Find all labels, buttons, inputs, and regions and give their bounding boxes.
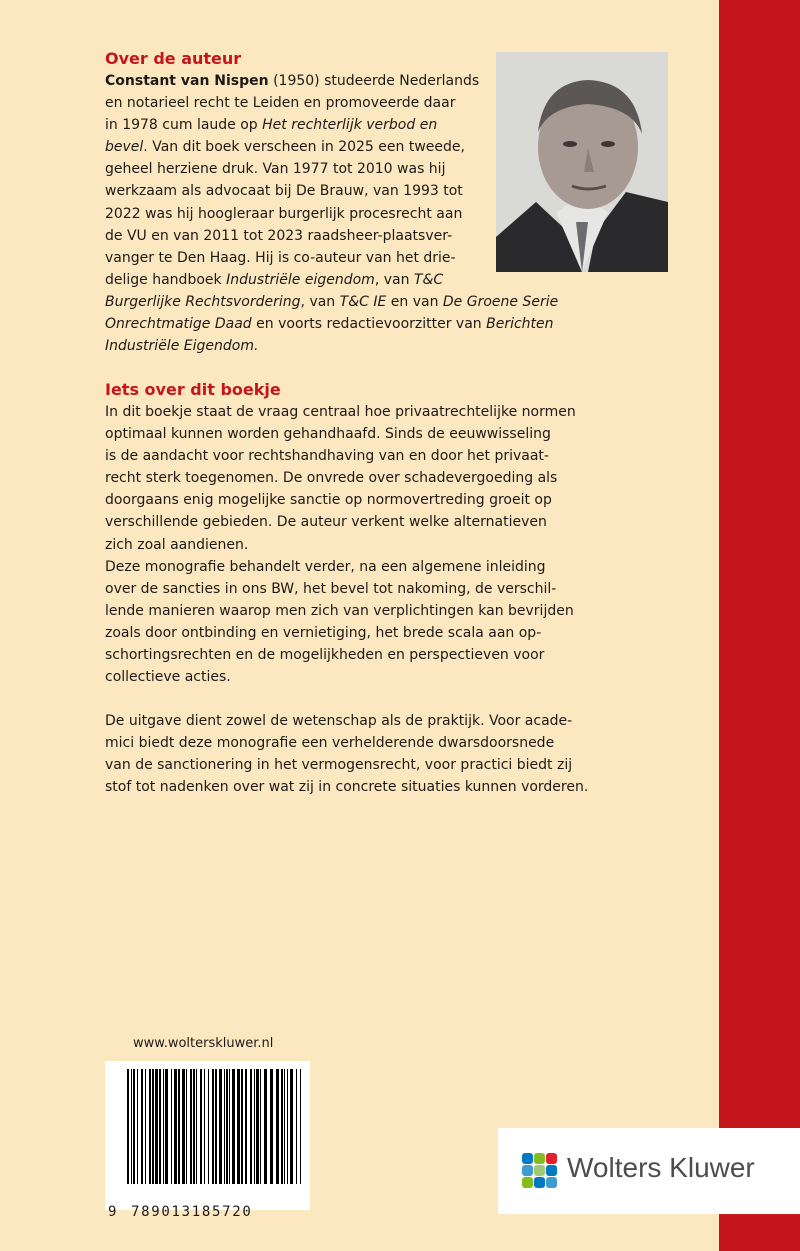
author-bio-line bbox=[105, 313, 605, 335]
barcode-bar bbox=[208, 1069, 209, 1184]
barcode-bar bbox=[232, 1069, 235, 1184]
barcode-icon bbox=[105, 1061, 310, 1210]
about-text-line: In dit boekje staat de vraag centraal hoe privaatrechtelijke normen bbox=[105, 404, 576, 420]
author-bio-fragment: , van bbox=[300, 293, 340, 310]
author-bio-fragment: Berichten bbox=[486, 316, 554, 333]
author-bio-fragment: en notarieel recht te Leiden en promoveerde daar bbox=[105, 95, 456, 112]
barcode-bar bbox=[200, 1069, 202, 1184]
barcode-bar bbox=[300, 1069, 301, 1184]
barcode-bar bbox=[204, 1069, 205, 1184]
author-photo bbox=[496, 52, 668, 272]
about-heading: Iets over dit boekje bbox=[105, 380, 281, 399]
barcode-bar bbox=[270, 1069, 273, 1184]
author-bio-fragment: in 1978 cum laude op bbox=[105, 117, 263, 134]
barcode-bar bbox=[241, 1069, 243, 1184]
barcode-bar bbox=[182, 1069, 185, 1184]
about-text-line: Deze monografie behandelt verder, na een algemene inleiding bbox=[105, 558, 546, 575]
about-text-line: over de sancties in ons BW, het bevel tot nakoming, de verschil- bbox=[105, 580, 557, 597]
barcode-bar bbox=[155, 1069, 158, 1184]
publisher-url[interactable]: www.wolterskluwer.nl bbox=[133, 1036, 274, 1051]
about-text-line: doorgaans enig mogelijke sanctie op normovertreding groeit op bbox=[105, 492, 552, 509]
about-text-2 bbox=[105, 710, 605, 798]
about-text-line: schortingsrechten en de mogelijkheden en perspectieven voor bbox=[105, 647, 545, 664]
barcode-bar bbox=[131, 1069, 132, 1184]
book-spine-stripe bbox=[719, 0, 800, 1251]
barcode-bar bbox=[174, 1069, 177, 1184]
about-text bbox=[105, 401, 605, 688]
publisher-logo bbox=[498, 1128, 800, 1214]
barcode-bar bbox=[178, 1069, 180, 1184]
barcode-bar bbox=[171, 1069, 172, 1184]
about-text-line: is de aandacht voor rechtshandhaving van en door het privaat- bbox=[105, 448, 549, 465]
about-text-line: verschillende gebieden. De auteur verkent welke alternatieven bbox=[105, 514, 547, 531]
author-bio-line bbox=[105, 335, 605, 357]
barcode-bar bbox=[165, 1069, 168, 1184]
author-bio-fragment: de VU en van 2011 tot 2023 raadsheer-plaatsver- bbox=[105, 227, 453, 244]
wolters-kluwer-mark-icon bbox=[517, 1148, 561, 1192]
author-bio-fragment: Burgerlijke Rechtsvordering bbox=[105, 293, 301, 310]
about-text-line: mici biedt deze monografie een verhelderende dwarsdoorsnede bbox=[105, 735, 555, 752]
author-portrait-icon bbox=[496, 52, 668, 272]
author-bio-fragment: geheel herziene druk. Van 1977 tot 2010 was hij bbox=[105, 161, 446, 178]
author-bio-fragment: werkzaam als advocaat bij De Brauw, van 1993 tot bbox=[105, 183, 463, 200]
isbn-digits: 789013185720 bbox=[131, 1204, 253, 1220]
author-bio-fragment: 2022 was hij hoogleraar burgerlijk procesrecht aan bbox=[105, 205, 463, 222]
barcode-bar bbox=[260, 1069, 261, 1184]
barcode-bar bbox=[276, 1069, 279, 1184]
author-bio-fragment: Industriële eigendom bbox=[226, 271, 375, 288]
barcode-bar bbox=[254, 1069, 255, 1184]
barcode-bar bbox=[133, 1069, 135, 1184]
barcode-bar bbox=[141, 1069, 143, 1184]
author-bio-fragment: delige handboek bbox=[105, 271, 227, 288]
barcode-bar bbox=[296, 1069, 297, 1184]
author-heading: Over de auteur bbox=[105, 49, 242, 68]
author-bio-fragment: T&C IE bbox=[339, 293, 387, 310]
about-text-line: zoals door ontbinding en vernietiging, het brede scala aan op- bbox=[105, 624, 542, 641]
author-bio-fragment: bevel bbox=[105, 139, 144, 156]
barcode-bar bbox=[229, 1069, 230, 1184]
author-bio-fragment: vanger te Den Haag. Hij is co-auteur van het drie- bbox=[105, 249, 456, 266]
author-bio-fragment: Het rechterlijk verbod en bbox=[262, 117, 438, 134]
author-bio-fragment: De Groene Serie bbox=[442, 293, 559, 310]
barcode-bar bbox=[224, 1069, 225, 1184]
barcode-bar bbox=[190, 1069, 192, 1184]
barcode-bar bbox=[186, 1069, 187, 1184]
barcode-bar bbox=[127, 1069, 129, 1184]
about-text-line: optimaal kunnen worden gehandhaafd. Sinds de eeuwwisseling bbox=[105, 426, 551, 443]
about-text-line: lende manieren waarop men zich van verplichtingen kan bevrijden bbox=[105, 602, 574, 619]
author-bio-fragment: (1950) studeerde Nederlands bbox=[268, 73, 480, 89]
barcode-bar bbox=[290, 1069, 293, 1184]
isbn-barcode bbox=[105, 1061, 310, 1220]
publisher-name: Wolters Kluwer bbox=[567, 1152, 755, 1183]
barcode-bar bbox=[212, 1069, 214, 1184]
barcode-bar bbox=[264, 1069, 267, 1184]
barcode-bar bbox=[256, 1069, 259, 1184]
barcode-bar bbox=[193, 1069, 195, 1184]
author-bio-fragment: en van bbox=[386, 293, 443, 310]
barcode-bar bbox=[219, 1069, 222, 1184]
about-text-line: van de sanctionering in het vermogensrecht, voor practici biedt zij bbox=[105, 757, 573, 774]
author-bio-fragment: Industriële Eigendom. bbox=[105, 338, 259, 355]
author-bio-fragment: en voorts redactievoorzitter van bbox=[251, 316, 487, 333]
barcode-bar bbox=[215, 1069, 217, 1184]
author-bio-line bbox=[105, 291, 605, 313]
barcode-bar bbox=[237, 1069, 240, 1184]
author-bio-fragment: . Van dit boek verscheen in 2025 een tweede, bbox=[143, 139, 465, 156]
about-text-line: zich zoal aandienen. bbox=[105, 536, 249, 553]
about-text-line: De uitgave dient zowel de wetenschap als de praktijk. Voor acade- bbox=[105, 713, 573, 729]
isbn-lead-digit: 9 bbox=[108, 1204, 117, 1220]
barcode-bar bbox=[281, 1069, 283, 1184]
about-text-line: recht sterk toegenomen. De onvrede over schadevergoeding als bbox=[105, 470, 558, 487]
barcode-bar bbox=[245, 1069, 247, 1184]
barcode-bar bbox=[137, 1069, 138, 1184]
barcode-bar bbox=[284, 1069, 285, 1184]
about-text-line: collectieve acties. bbox=[105, 669, 231, 686]
author-bio-fragment: Constant van Nispen bbox=[105, 73, 269, 89]
barcode-bar bbox=[152, 1069, 154, 1184]
barcode-bar bbox=[250, 1069, 252, 1184]
about-text-line: stof tot nadenken over wat zij in concrete situaties kunnen vorderen. bbox=[105, 779, 589, 796]
barcode-bar bbox=[287, 1069, 288, 1184]
barcode-bar bbox=[196, 1069, 197, 1184]
author-bio-fragment: , van bbox=[374, 271, 414, 288]
barcode-bar bbox=[159, 1069, 161, 1184]
barcode-bar bbox=[163, 1069, 164, 1184]
author-bio-line bbox=[105, 269, 605, 291]
author-bio-fragment: T&C bbox=[413, 271, 444, 288]
barcode-bar bbox=[149, 1069, 151, 1184]
author-bio-fragment: Onrechtmatige Daad bbox=[105, 316, 252, 333]
barcode-bar bbox=[145, 1069, 146, 1184]
barcode-bar bbox=[226, 1069, 228, 1184]
